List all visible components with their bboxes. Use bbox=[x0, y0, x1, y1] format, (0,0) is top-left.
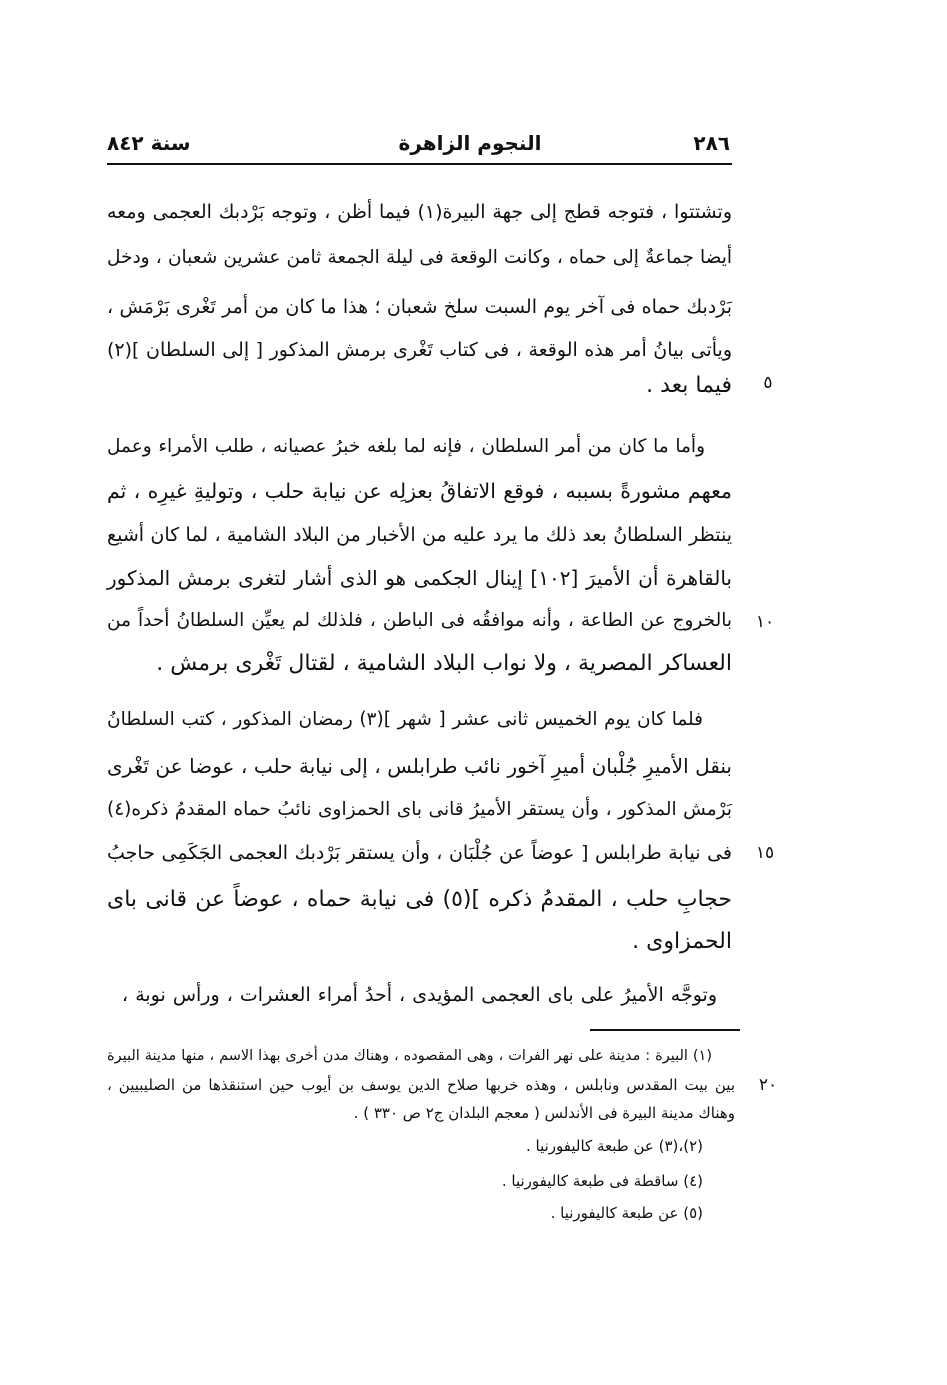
margin-line-number: ٥ bbox=[763, 373, 773, 393]
body-line: بالخروج عن الطاعة ، وأنه موافقُه فى الباطن ، فلذلك لم يعيِّن السلطانُ أحداً من bbox=[107, 610, 732, 631]
body-line: وأما ما كان من أمر السلطان ، فإنه لما بلغه خبرُ عصيانه ، طلب الأمراء وعمل bbox=[107, 436, 705, 457]
footnote-line: (٥) عن طبعة كاليفورنيا . bbox=[550, 1204, 703, 1222]
body-line: الحمزاوى . bbox=[632, 929, 732, 954]
footnote-line: بين بيت المقدس ونابلس ، وهذه خربها صلاح الدين يوسف بن أيوب حين استنقذها من الصليبيين ، bbox=[107, 1076, 735, 1094]
footnote-line: (٤) ساقطة فى طبعة كاليفورنيا . bbox=[501, 1172, 703, 1190]
body-line: وتوجَّه الأميرُ على باى العجمى المؤيدى ، أحدُ أمراء العشرات ، ورأس نوبة ، bbox=[122, 984, 717, 1006]
header-rule bbox=[107, 163, 732, 165]
footnote-line: وهناك مدينة البيرة فى الأندلس ( معجم البلدان ج٢ ص ٣٣٠ ) . bbox=[353, 1104, 735, 1122]
body-line: وتشتتوا ، فتوجه قطج إلى جهة البيرة(١) فيما أظن ، وتوجه بَرْدبك العجمى ومعه bbox=[107, 201, 732, 223]
footnote-line: (٢)،(٣) عن طبعة كاليفورنيا . bbox=[526, 1137, 703, 1155]
body-line: العساكر المصرية ، ولا نواب البلاد الشامية ، لقتال تَغْرى برمش . bbox=[156, 651, 732, 676]
body-line: بنقل الأميرِ جُلْبان أميرِ آخور نائب طرابلس ، إلى نيابة حلب ، عوضا عن تَغْرى bbox=[107, 754, 732, 778]
page-number: ٢٨٦ bbox=[693, 131, 730, 155]
margin-line-number: ٢٠ bbox=[758, 1075, 778, 1095]
body-line: ويأتى بيانُ أمر هذه الوقعة ، فى كتاب تَغْرى برمش المذكور [ إلى السلطان ](٢) bbox=[107, 339, 732, 361]
body-line: حجابِ حلب ، المقدمُ ذكره ](٥) فى نيابة حماه ، عوضاً عن قانى باى bbox=[107, 887, 732, 912]
body-line: بالقاهرة أن الأميرَ [١٠٢] إينال الجكمى هو الذى أشار لتغرى برمش المذكور bbox=[107, 566, 732, 590]
body-line: معهم مشورةً بسببه ، فوقع الاتفاقُ بعزلِه عن نيابة حلب ، وتوليةِ غيرِه ، ثم bbox=[107, 479, 732, 503]
margin-line-number: ١٠ bbox=[755, 612, 775, 632]
margin-line-number: ١٥ bbox=[755, 843, 775, 863]
body-line: ينتظر السلطانُ بعد ذلك ما يرد عليه من الأخبار من البلاد الشامية ، لما كان أشيع bbox=[107, 524, 732, 546]
body-line: فلما كان يوم الخميس ثانى عشر [ شهر ](٣) رمضان المذكور ، كتب السلطانُ bbox=[107, 709, 703, 730]
body-line: فى نيابة طرابلس [ عوضاً عن جُلْبَان ، وأن يستقر بَرْدبك العجمى الجَكَمِى حاجبُ bbox=[107, 842, 732, 864]
running-year: سنة ٨٤٢ bbox=[107, 131, 191, 155]
body-line: فيما بعد . bbox=[646, 373, 732, 398]
footnote-line: (١) البيرة : مدينة على نهر الفرات ، وهى المقصوده ، وهناك مدن أخرى بهذا الاسم ، منها مدينة البيرة bbox=[107, 1048, 712, 1064]
body-line: أيضا جماعةٌ إلى حماه ، وكانت الوقعة فى ليلة الجمعة ثامن عشرين شعبان ، ودخل bbox=[107, 247, 732, 268]
body-line: بَرْمش المذكور ، وأن يستقر الأميرُ قانى باى الحمزاوى نائبُ حماه المقدمُ ذكره(٤) bbox=[107, 799, 732, 820]
footnote-rule bbox=[590, 1029, 740, 1031]
running-title: النجوم الزاهرة bbox=[398, 131, 542, 155]
body-line: بَرْدبك حماه فى آخر يوم السبت سلخ شعبان ؛ هذا ما كان من أمر تَغْرى بَرْمَش ، bbox=[107, 296, 732, 318]
